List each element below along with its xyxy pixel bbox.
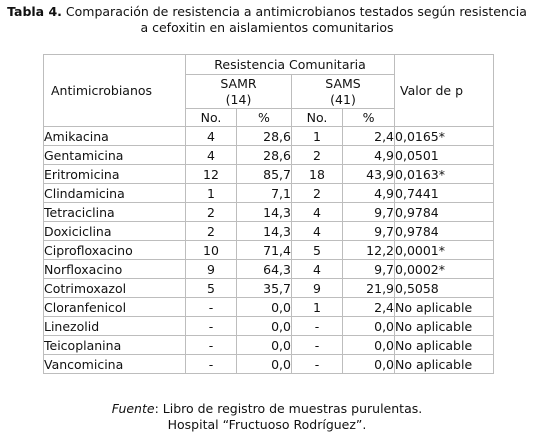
table-caption	[0, 4, 534, 36]
cell-samr-pct: 28,6	[237, 127, 292, 146]
table-row	[44, 336, 494, 355]
cell-sams-pct: 0,0	[343, 355, 395, 374]
cell-samr-pct: 14,3	[237, 203, 292, 222]
cell-valor-p: 0,0165*	[395, 127, 494, 146]
header-samr	[186, 75, 292, 109]
cell-sams-no: 5	[292, 241, 343, 260]
cell-sams-no: -	[292, 355, 343, 374]
cell-sams-pct: 43,9	[343, 165, 395, 184]
header-sams-count: (41)	[330, 91, 356, 107]
header-sams-name: SAMS	[325, 75, 361, 91]
cell-sams-pct: 4,9	[343, 146, 395, 165]
cell-sams-pct: 2,4	[343, 298, 395, 317]
cell-antimicrobiano: Norfloxacino	[44, 260, 186, 279]
header-samr-count: (14)	[225, 91, 252, 107]
cell-sams-no: 1	[292, 298, 343, 317]
cell-sams-no: 2	[292, 184, 343, 203]
cell-samr-no: 10	[186, 241, 237, 260]
header-sams-pct: %	[343, 109, 395, 127]
header-samr-no: No.	[186, 109, 237, 127]
table-row	[44, 203, 494, 222]
header-antimicrobianos: Antimicrobianos	[44, 55, 186, 127]
cell-antimicrobiano: Teicoplanina	[44, 336, 186, 355]
footer-source-label: Fuente	[111, 401, 155, 416]
table-row	[44, 317, 494, 336]
header-samr-pct: %	[237, 109, 292, 127]
cell-antimicrobiano: Gentamicina	[44, 146, 186, 165]
cell-samr-pct: 0,0	[237, 336, 292, 355]
cell-samr-no: 9	[186, 260, 237, 279]
cell-samr-no: 4	[186, 146, 237, 165]
header-samr-name: SAMR	[220, 75, 257, 91]
cell-samr-no: -	[186, 336, 237, 355]
table-row	[44, 222, 494, 241]
cell-antimicrobiano: Clindamicina	[44, 184, 186, 203]
table-row	[44, 184, 494, 203]
cell-samr-no: 2	[186, 203, 237, 222]
cell-sams-pct: 9,7	[343, 203, 395, 222]
cell-valor-p: 0,9784	[395, 203, 494, 222]
header-sams-no: No.	[292, 109, 343, 127]
cell-samr-no: -	[186, 355, 237, 374]
caption-line-1	[0, 4, 534, 20]
cell-sams-no: 4	[292, 222, 343, 241]
cell-samr-pct: 0,0	[237, 355, 292, 374]
table-row	[44, 279, 494, 298]
cell-samr-pct: 7,1	[237, 184, 292, 203]
cell-valor-p: No aplicable	[395, 317, 494, 336]
table-row	[44, 241, 494, 260]
cell-samr-no: 2	[186, 222, 237, 241]
cell-sams-no: -	[292, 317, 343, 336]
cell-valor-p: No aplicable	[395, 298, 494, 317]
caption-line-2: a cefoxitin en aislamientos comunitarios	[140, 20, 394, 35]
footer-line-2: Hospital “Fructuoso Rodríguez”.	[167, 417, 367, 432]
cell-sams-no: 9	[292, 279, 343, 298]
cell-antimicrobiano: Vancomicina	[44, 355, 186, 374]
footer-source-text: : Libro de registro de muestras purulentas.	[154, 401, 423, 416]
cell-samr-pct: 71,4	[237, 241, 292, 260]
cell-samr-pct: 64,3	[237, 260, 292, 279]
cell-samr-pct: 28,6	[237, 146, 292, 165]
cell-antimicrobiano: Linezolid	[44, 317, 186, 336]
cell-sams-no: 18	[292, 165, 343, 184]
cell-samr-pct: 35,7	[237, 279, 292, 298]
cell-samr-no: 5	[186, 279, 237, 298]
cell-valor-p: 0,0001*	[395, 241, 494, 260]
cell-sams-pct: 4,9	[343, 184, 395, 203]
cell-samr-pct: 0,0	[237, 317, 292, 336]
table-body	[44, 127, 494, 374]
table-row	[44, 146, 494, 165]
cell-antimicrobiano: Ciprofloxacino	[44, 241, 186, 260]
cell-antimicrobiano: Eritromicina	[44, 165, 186, 184]
cell-sams-no: -	[292, 336, 343, 355]
table-row	[44, 298, 494, 317]
cell-antimicrobiano: Tetraciclina	[44, 203, 186, 222]
cell-sams-no: 2	[292, 146, 343, 165]
cell-sams-pct: 9,7	[343, 260, 395, 279]
cell-sams-no: 4	[292, 260, 343, 279]
cell-antimicrobiano: Doxiciclina	[44, 222, 186, 241]
footer-line-1	[0, 401, 534, 417]
table-row	[44, 165, 494, 184]
cell-valor-p: 0,0002*	[395, 260, 494, 279]
table-row	[44, 260, 494, 279]
cell-valor-p: No aplicable	[395, 355, 494, 374]
cell-valor-p: 0,5058	[395, 279, 494, 298]
cell-sams-pct: 12,2	[343, 241, 395, 260]
cell-sams-pct: 0,0	[343, 317, 395, 336]
cell-samr-no: -	[186, 298, 237, 317]
cell-antimicrobiano: Cloranfenicol	[44, 298, 186, 317]
cell-samr-pct: 14,3	[237, 222, 292, 241]
cell-sams-no: 1	[292, 127, 343, 146]
caption-text-1: Comparación de resistencia a antimicrobianos testados según resistencia	[65, 4, 527, 19]
cell-samr-pct: 85,7	[237, 165, 292, 184]
cell-samr-pct: 0,0	[237, 298, 292, 317]
cell-valor-p: No aplicable	[395, 336, 494, 355]
table-row	[44, 127, 494, 146]
cell-sams-pct: 21,9	[343, 279, 395, 298]
table-footer	[0, 401, 534, 433]
cell-valor-p: 0,9784	[395, 222, 494, 241]
cell-samr-no: 4	[186, 127, 237, 146]
cell-sams-pct: 9,7	[343, 222, 395, 241]
header-resistencia-comunitaria: Resistencia Comunitaria	[186, 55, 395, 75]
cell-sams-no: 4	[292, 203, 343, 222]
caption-label: Tabla 4.	[7, 4, 62, 19]
cell-valor-p: 0,7441	[395, 184, 494, 203]
resistance-table	[43, 54, 494, 374]
cell-samr-no: 12	[186, 165, 237, 184]
header-valor-p: Valor de p	[395, 55, 494, 127]
cell-sams-pct: 2,4	[343, 127, 395, 146]
cell-antimicrobiano: Amikacina	[44, 127, 186, 146]
cell-antimicrobiano: Cotrimoxazol	[44, 279, 186, 298]
table-row	[44, 355, 494, 374]
cell-valor-p: 0,0163*	[395, 165, 494, 184]
cell-samr-no: -	[186, 317, 237, 336]
cell-samr-no: 1	[186, 184, 237, 203]
cell-valor-p: 0,0501	[395, 146, 494, 165]
cell-sams-pct: 0,0	[343, 336, 395, 355]
header-sams	[292, 75, 395, 109]
